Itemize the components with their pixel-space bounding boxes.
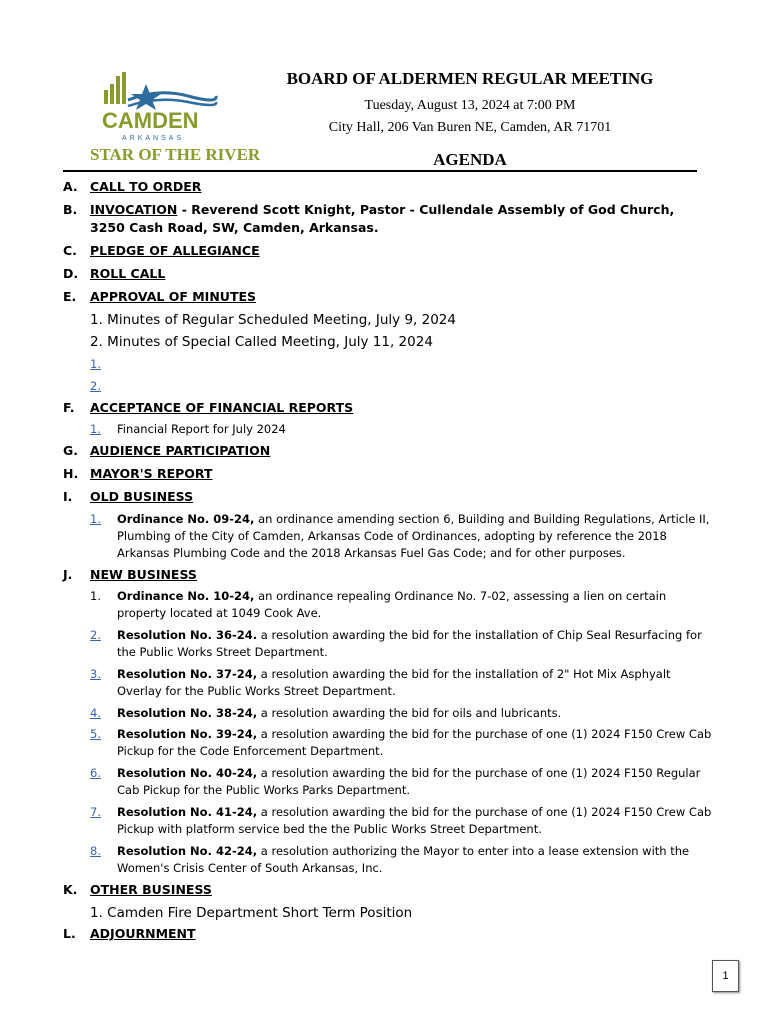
agenda-heading: AGENDA xyxy=(433,150,507,169)
section-title: ADJOURNMENT xyxy=(90,926,196,941)
item-link[interactable]: 5. xyxy=(90,727,101,741)
item-link[interactable]: 2. xyxy=(90,628,101,642)
section-c xyxy=(63,242,713,260)
list-item xyxy=(90,705,713,722)
list-item xyxy=(90,726,713,760)
list-item: 1. Camden Fire Department Short Term Position xyxy=(90,905,413,921)
item-description: a resolution awarding the bid for the purchase of one (1) 2024 F150 Crew Cab Pickup with platform service bed the the Public Works Street Department. xyxy=(117,805,712,836)
meeting-title: BOARD OF ALDERMEN REGULAR MEETING xyxy=(286,69,654,88)
section-letter: I. xyxy=(63,489,73,504)
item-description: a resolution awarding the bid for oils and lubricants. xyxy=(257,706,562,720)
list-item xyxy=(90,666,713,700)
item-title: Resolution No. 42-24, xyxy=(117,844,258,858)
section-title: AUDIENCE PARTICIPATION xyxy=(90,443,271,458)
section-g xyxy=(63,442,713,460)
list-item xyxy=(90,765,713,799)
item-title: Resolution No. 38-24, xyxy=(117,706,258,720)
section-title: APPROVAL OF MINUTES xyxy=(90,289,257,304)
item-link[interactable]: 1. xyxy=(90,422,101,436)
agenda-sections xyxy=(63,178,713,943)
section-b xyxy=(63,201,713,237)
section-letter: E. xyxy=(63,289,77,304)
item-link[interactable]: 8. xyxy=(90,844,101,858)
section-a xyxy=(63,178,713,196)
section-letter: C. xyxy=(63,243,77,258)
section-letter: J. xyxy=(63,567,73,582)
item-title: Ordinance No. 09-24, xyxy=(117,512,255,526)
section-j xyxy=(63,566,713,877)
section-l xyxy=(63,925,713,943)
item-description: an ordinance amending section 6, Building and Building Regulations, Article II, Plumbing of the City of Camden, Arkansas Code of Ordinances, adopting by reference the 2018 Arkansas Plumbing Code and the 2018 Arkansas Fuel Gas Code; and for other purposes. xyxy=(117,512,710,560)
section-h xyxy=(63,465,713,483)
item-link[interactable]: 7. xyxy=(90,805,101,819)
item-title: Resolution No. 41-24, xyxy=(117,805,258,819)
section-letter: D. xyxy=(63,266,79,281)
section-k xyxy=(63,881,713,922)
item-description: a resolution awarding the bid for the purchase of one (1) 2024 F150 Regular Cab Pickup for the Public Works Parks Department. xyxy=(117,766,701,797)
item-title: Resolution No. 36-24. xyxy=(117,628,258,642)
list-item: 2. Minutes of Special Called Meeting, July 11, 2024 xyxy=(90,334,433,350)
item-link[interactable]: 1. xyxy=(90,512,101,526)
item-link[interactable]: 4. xyxy=(90,706,101,720)
list-item xyxy=(90,843,713,877)
item-title: Resolution No. 40-24, xyxy=(117,766,258,780)
item-title: Resolution No. 37-24, xyxy=(117,667,258,681)
page-number: 1 xyxy=(712,960,739,992)
item-description: a resolution authorizing the Mayor to enter into a lease extension with the Women's Crisis Center of South Arkansas, Inc. xyxy=(117,844,690,875)
section-i xyxy=(63,488,713,562)
meeting-location: City Hall, 206 Van Buren NE, Camden, AR 71701 xyxy=(328,120,612,135)
section-title: INVOCATION xyxy=(90,202,178,217)
item-description: an ordinance repealing Ordinance No. 7-02, assessing a lien on certain property located at 1049 Cook Ave. xyxy=(117,589,667,620)
header-divider xyxy=(63,170,697,172)
list-item xyxy=(90,511,713,562)
section-d xyxy=(63,265,713,283)
list-item xyxy=(90,421,713,438)
attachment-link[interactable]: 1. xyxy=(90,357,101,371)
item-link[interactable]: 6. xyxy=(90,766,101,780)
item-title: Resolution No. 39-24, xyxy=(117,727,258,741)
section-letter: H. xyxy=(63,466,79,481)
section-title: ACCEPTANCE OF FINANCIAL REPORTS xyxy=(90,400,354,415)
section-e xyxy=(63,288,713,395)
list-item: 1. Minutes of Regular Scheduled Meeting, July 9, 2024 xyxy=(90,312,456,328)
section-letter: F. xyxy=(63,400,75,415)
list-item xyxy=(90,804,713,838)
section-letter: G. xyxy=(63,443,79,458)
logo-star-river-text: STAR OF THE RIVER xyxy=(90,145,261,164)
section-title: OLD BUSINESS xyxy=(90,489,194,504)
section-title: NEW BUSINESS xyxy=(90,567,197,582)
section-f xyxy=(63,399,713,438)
item-description: a resolution awarding the bid for the installation of Chip Seal Resurfacing for the Public Works Street Department. xyxy=(117,628,702,659)
item-text: Financial Report for July 2024 xyxy=(117,422,286,436)
logo-arkansas-text: ARKANSAS xyxy=(122,135,185,142)
invocation-detail: - Reverend Scott Knight, Pastor - Cullendale Assembly of God Church, 3250 Cash Road, SW, Camden, Arkansas. xyxy=(90,202,675,235)
list-item xyxy=(90,627,713,661)
section-title: OTHER BUSINESS xyxy=(90,882,212,897)
camden-logo xyxy=(88,70,261,166)
item-description: a resolution awarding the bid for the purchase of one (1) 2024 F150 Crew Cab Pickup for the Code Enforcement Department. xyxy=(117,727,712,758)
section-letter: K. xyxy=(63,882,78,897)
meeting-date: Tuesday, August 13, 2024 at 7:00 PM xyxy=(364,98,576,113)
list-item xyxy=(90,588,713,622)
item-link[interactable]: 3. xyxy=(90,667,101,681)
section-title: PLEDGE OF ALLEGIANCE xyxy=(90,243,260,258)
attachment-link[interactable]: 2. xyxy=(90,379,101,393)
item-title: Ordinance No. 10-24, xyxy=(117,589,255,603)
section-letter: B. xyxy=(63,202,78,217)
section-title: ROLL CALL xyxy=(90,266,166,281)
section-title: CALL TO ORDER xyxy=(90,179,202,194)
logo-camden-text: CAMDEN xyxy=(102,108,199,133)
section-letter: L. xyxy=(63,926,76,941)
section-title: MAYOR'S REPORT xyxy=(90,466,213,481)
item-number: 1. xyxy=(90,589,101,603)
section-letter: A. xyxy=(63,179,78,194)
item-description: a resolution awarding the bid for the installation of 2" Hot Mix Asphyalt Overlay for the Public Works Street Department. xyxy=(117,667,671,698)
